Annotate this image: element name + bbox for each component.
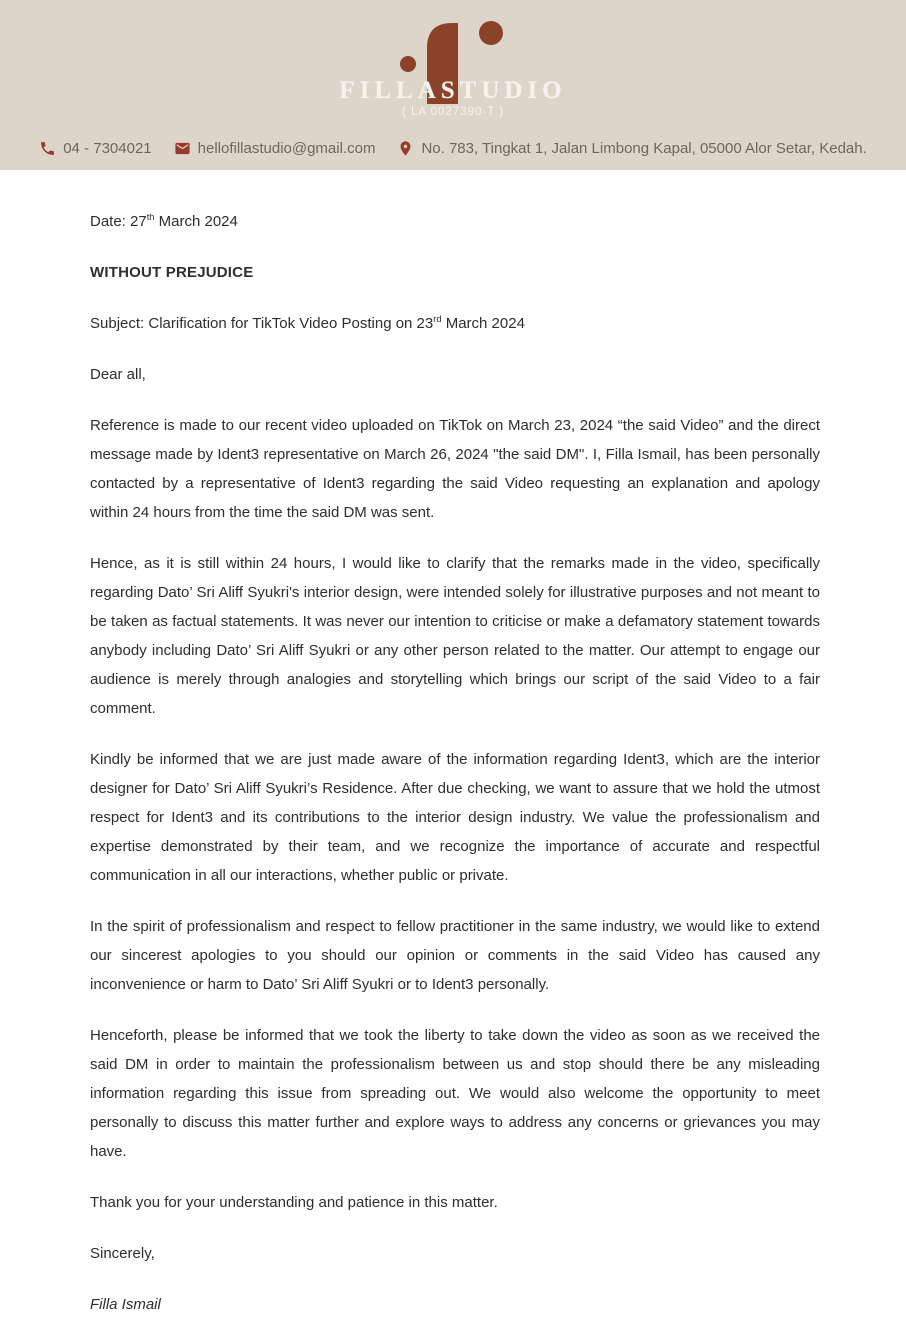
phone-icon (39, 140, 56, 157)
subject-text-suffix: March 2024 (441, 315, 525, 332)
date-text-suffix: March 2024 (154, 213, 238, 230)
email-icon (174, 140, 191, 157)
closing-line: Sincerely, (90, 1245, 155, 1262)
phone-number: 04 - 7304021 (63, 140, 152, 157)
contact-phone (39, 140, 151, 157)
letter-content (0, 170, 906, 1319)
brand-name: FILLASTUDIO (339, 77, 567, 104)
date-line (90, 207, 820, 236)
brand-registration-number: ( LA 0027390-T ) (401, 106, 505, 119)
paragraph-apology: In the spirit of professionalism and respect to fellow practitioner in the same industry, we would like to extend our sincerest apologies to you should our opinion or comments in the said Video has caused any inconvenience or harm to Dato’ Sri Aliff Syukri or to Ident3 personally. (90, 918, 820, 993)
date-text: Date: 27 (90, 213, 147, 230)
letterhead (0, 0, 906, 170)
contact-bar (0, 140, 906, 170)
contact-email (174, 140, 376, 157)
location-pin-icon (397, 140, 414, 157)
without-prejudice-heading: WITHOUT PREJUDICE (90, 264, 254, 281)
date-ordinal-superscript: th (146, 212, 155, 222)
paragraph-video-takedown: Henceforth, please be informed that we took the liberty to take down the video as soon as we received the said DM in order to maintain the professionalism between us and stop should there be any misleading information regarding this issue from spreading out. We would also welcome the opportunity to meet personally to discuss this matter further and explore ways to address any concerns or grievances you may have. (90, 1027, 820, 1160)
email-address: hellofillastudio@gmail.com (197, 140, 376, 157)
salutation: Dear all, (90, 366, 146, 383)
subject-line (90, 309, 820, 338)
street-address: No. 783, Tingkat 1, Jalan Limbong Kapal, 05000 Alor Setar, Kedah. (421, 140, 867, 157)
signature-name: Filla Ismail (90, 1296, 161, 1313)
contact-address (397, 140, 866, 157)
subject-text: Subject: Clarification for TikTok Video Posting on 23 (90, 315, 434, 332)
thank-you-line: Thank you for your understanding and patience in this matter. (90, 1194, 498, 1211)
paragraph-clarification: Hence, as it is still within 24 hours, I would like to clarify that the remarks made in the video, specifically regarding Dato’ Sri Aliff Syukri's interior design, were intended solely for illustrative purposes and not meant to be taken as factual statements. It was never our intention to criticise or make a defamatory statement towards anybody including Dato’ Sri Aliff Syukri or any other person related to the matter. Our attempt to engage our audience is merely through analogies and storytelling which brings our script of the said Video to a fair comment. (90, 555, 820, 717)
paragraph-reference: Reference is made to our recent video uploaded on TikTok on March 23, 2024 “the said Video” and the direct message made by Ident3 representative on March 26, 2024 "the said DM". I, Filla Ismail, has been personally contacted by a representative of Ident3 regarding the said Video requesting an explanation and apology within 24 hours from the time the said DM was sent. (90, 417, 820, 521)
subject-ordinal-superscript: rd (433, 314, 442, 324)
paragraph-ident3-respect: Kindly be informed that we are just made aware of the information regarding Ident3, which are the interior designer for Dato’ Sri Aliff Syukri’s Residence. After due checking, we want to assure that we hold the utmost respect for Ident3 and its contributions to the interior design industry. We value the professionalism and expertise demonstrated by their team, and we recognize the importance of accurate and respectful communication in all our interactions, whether public or private. (90, 751, 820, 884)
